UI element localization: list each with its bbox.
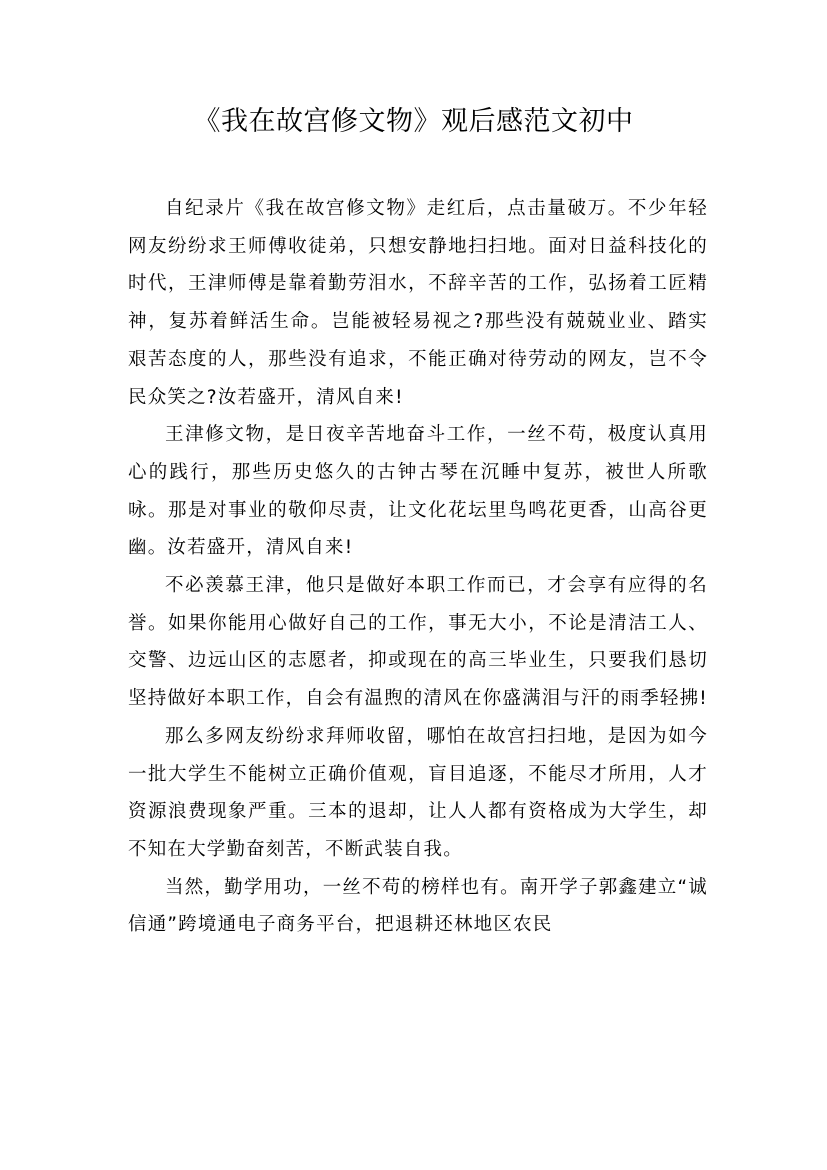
paragraph: 那么多网友纷纷求拜师收留，哪怕在故宫扫扫地，是因为如今一批大学生不能树立正确价值观，盲目追逐，不能尽才所用，人才资源浪费现象严重。三本的退却，让人人都有资格成为大学生，却不知在大学勤奋刻苦，不断武装自我。: [128, 725, 708, 860]
paragraph: 当然，勤学用功，一丝不苟的榜样也有。南开学子郭鑫建立“诚信通”跨境通电子商务平台，把退耕还林地区农民: [128, 876, 708, 936]
paragraph: 王津修文物，是日夜辛苦地奋斗工作，一丝不苟，极度认真用心的践行，那些历史悠久的古钟古琴在沉睡中复苏，被世人所歌咏。那是对事业的敬仰尽责，让文化花坛里鸟鸣花更香，山高谷更幽。汝若盛开，清风自来!: [128, 424, 708, 559]
paragraph: 自纪录片《我在故宫修文物》走红后，点击量破万。不少年轻网友纷纷求王师傅收徒弟，只想安静地扫扫地。面对日益科技化的时代，王津师傅是靠着勤劳泪水，不辞辛苦的工作，弘扬着工匠精神，复苏着鲜活生命。岂能被轻易视之?那些没有兢兢业业、踏实艰苦态度的人，那些没有追求，不能正确对待劳动的网友，岂不令民众笑之?汝若盛开，清风自来!: [128, 198, 708, 408]
document-title: 《我在故宫修文物》观后感范文初中: [193, 106, 634, 137]
document-body: [128, 190, 708, 944]
paragraph: 不必羡慕王津，他只是做好本职工作而已，才会享有应得的名誉。如果你能用心做好自己的工作，事无大小，不论是清洁工人、交警、边远山区的志愿者，抑或现在的高三毕业生，只要我们恳切坚持做好本职工作，自会有温煦的清风在你盛满泪与汗的雨季轻拂!: [128, 575, 708, 710]
